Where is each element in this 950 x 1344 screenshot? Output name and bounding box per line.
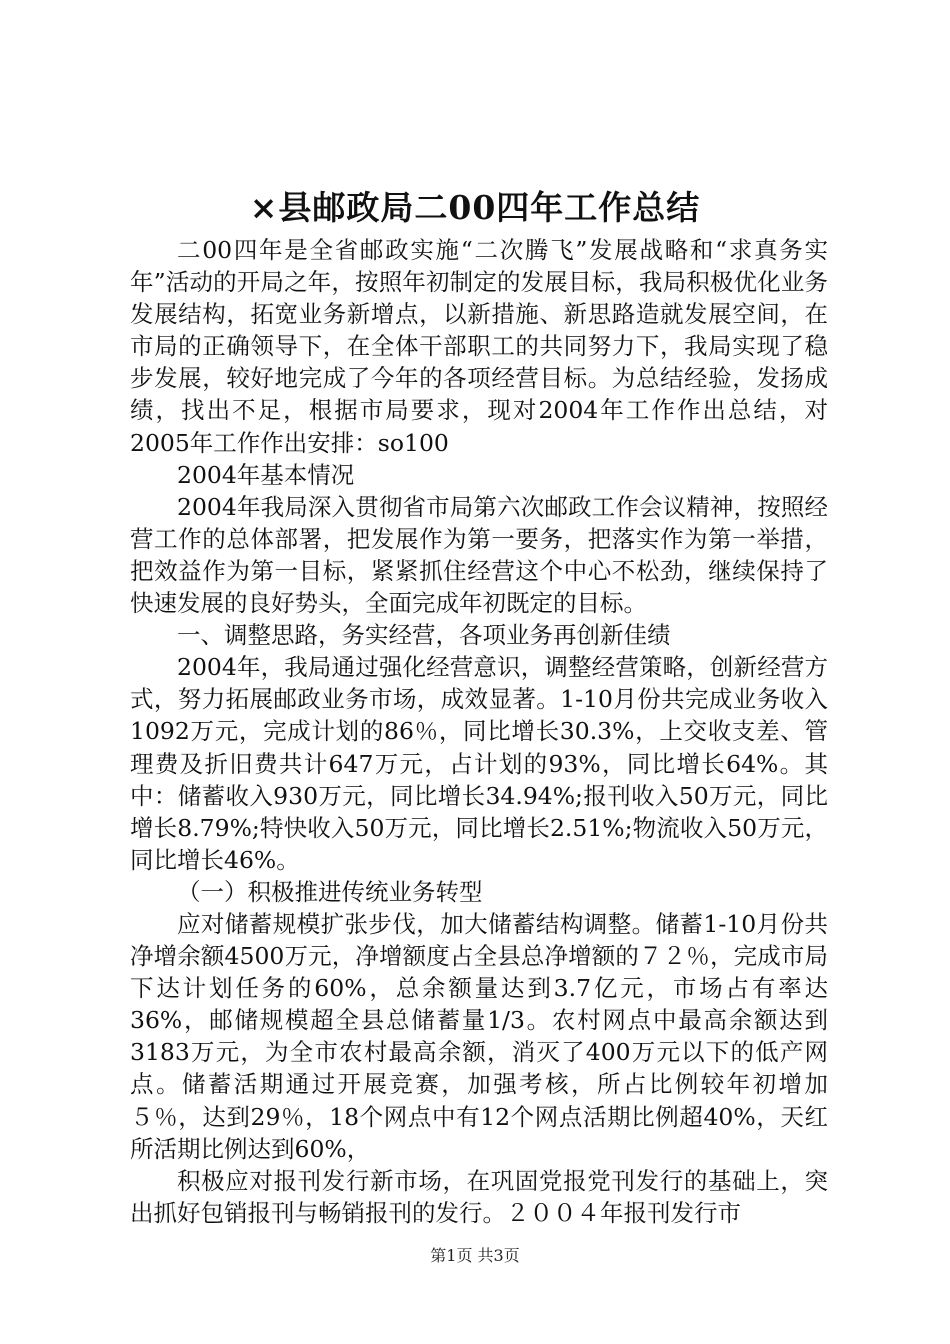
document-title: ×县邮政局二00四年工作总结 xyxy=(249,188,701,227)
page-footer: 第1页 共3页 xyxy=(430,1246,520,1265)
subsection-heading-traditional-business: （一）积极推进传统业务转型 xyxy=(177,877,483,906)
intro-paragraph: 二00四年是全省邮政实施“二次腾飞”发展战略和“求真务实年”活动的开局之年，按照年初制定的发展目标，我局积极优化业务发展结构，拓宽业务新增点，以新措施、新思路造就发展空间，在市局的正确领导下，在全体干部职工的共同努力下，我局实现了稳步发展，较好地完成了今年的各项经营目标。为总结经验，发扬成绩，找出不足，根据市局要求，现对2004年工作作出总结，对2005年工作作出安排：so100 xyxy=(130,236,828,457)
section-heading-basic-situation: 2004年基本情况 xyxy=(177,460,355,489)
section-heading-one: 一、调整思路，务实经营，各项业务再创新佳绩 xyxy=(177,621,671,650)
basic-situation-paragraph: 2004年我局深入贯彻省市局第六次邮政工作会议精神，按照经营工作的总体部署，把发展作为第一要务，把落实作为第一举措，把效益作为第一目标，紧紧抓住经营这个中心不松劲，继续保持了快速发展的良好势头，全面完成年初既定的目标。 xyxy=(130,492,828,618)
business-results-paragraph: 2004年，我局通过强化经营意识，调整经营策略，创新经营方式，努力拓展邮政业务市场，成效显著。1-10月份共完成业务收入1092万元，完成计划的86％，同比增长30.3%，上交收支差、管理费及折旧费共计647万元，占计划的93%，同比增长64%。其中：储蓄收入930万元，同比增长34.94%;报刊收入50万元，同比增长8.79%;特快收入50万元，同比增长2.51%;物流收入50万元，同比增长46%。 xyxy=(130,653,828,874)
document-body xyxy=(130,234,828,1229)
newspaper-distribution-paragraph: 积极应对报刊发行新市场，在巩固党报党刊发行的基础上，突出抓好包销报刊与畅销报刊的发行。２００４年报刊发行市 xyxy=(130,1166,828,1227)
savings-paragraph: 应对储蓄规模扩张步伐，加大储蓄结构调整。储蓄1-10月份共净增余额4500万元，净增额度占全县总净增额的７２％，完成市局下达计划任务的60%，总余额量达到3.7亿元，市场占有率达36%，邮储规模超全县总储蓄量1/3。农村网点中最高余额达到3183万元，为全市农村最高余额，消灭了400万元以下的低产网点。储蓄活期通过开展竞赛，加强考核，所占比例较年初增加５％，达到29％，18个网点中有12个网点活期比例超40%，天红所活期比例达到60%， xyxy=(130,909,828,1163)
